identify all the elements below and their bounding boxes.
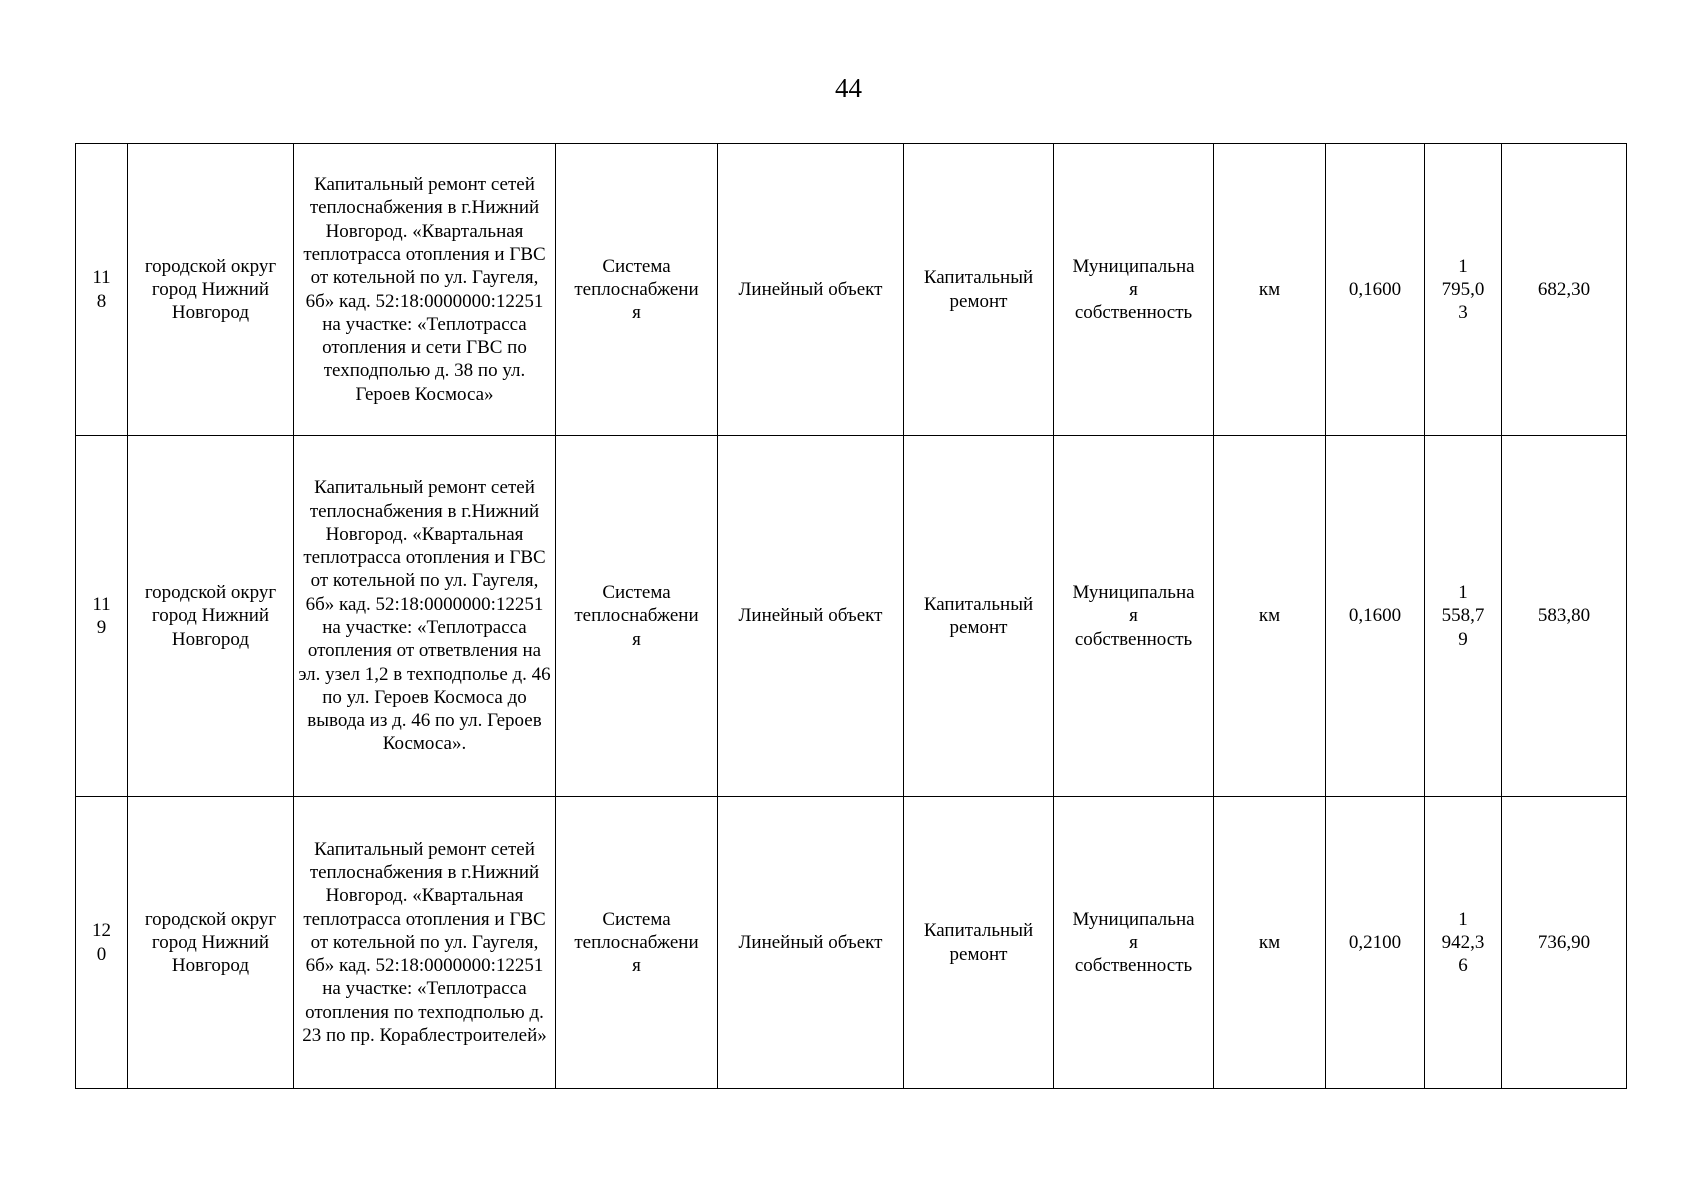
value1-cell: 1 558,7 9 (1425, 436, 1502, 797)
value2-cell: 583,80 (1502, 436, 1627, 797)
object-type-cell: Линейный объект (718, 797, 904, 1089)
unit-cell: км (1214, 144, 1326, 436)
description-cell: Капитальный ремонт сетей теплоснабжения в г.Нижний Новгород. «Квартальная теплотрасса отопления и ГВС от котельной по ул. Гаугеля, 6б» кад. 52:18:0000000:12251 на участке: «Теплотрасса отопления и сети ГВС по техподполью д. 38 по ул. Героев Космоса» (294, 144, 556, 436)
territory-cell: городской округ город Нижний Новгород (128, 144, 294, 436)
table-row (76, 144, 1627, 436)
table-row (76, 797, 1627, 1089)
territory-cell: городской округ город Нижний Новгород (128, 797, 294, 1089)
description-cell: Капитальный ремонт сетей теплоснабжения в г.Нижний Новгород. «Квартальная теплотрасса отопления и ГВС от котельной по ул. Гаугеля, 6б» кад. 52:18:0000000:12251 на участке: «Теплотрасса отопления от ответвления на эл. узел 1,2 в техподполье д. 46 по ул. Героев Космоса до вывода из д. 46 по ул. Героев Космоса». (294, 436, 556, 797)
value2-cell: 682,30 (1502, 144, 1627, 436)
system-cell: Система теплоснабжени я (556, 144, 718, 436)
ownership-cell: Муниципальна я собственность (1054, 144, 1214, 436)
infrastructure-table (75, 143, 1627, 1089)
unit-cell: км (1214, 436, 1326, 797)
work-type-cell: Капитальный ремонт (904, 436, 1054, 797)
system-cell: Система теплоснабжени я (556, 797, 718, 1089)
value1-cell: 1 795,0 3 (1425, 144, 1502, 436)
territory-cell: городской округ город Нижний Новгород (128, 436, 294, 797)
system-cell: Система теплоснабжени я (556, 436, 718, 797)
unit-cell: км (1214, 797, 1326, 1089)
ownership-cell: Муниципальна я собственность (1054, 436, 1214, 797)
object-type-cell: Линейный объект (718, 144, 904, 436)
description-cell: Капитальный ремонт сетей теплоснабжения в г.Нижний Новгород. «Квартальная теплотрасса отопления и ГВС от котельной по ул. Гаугеля, 6б» кад. 52:18:0000000:12251 на участке: «Теплотрасса отопления по техподполью д. 23 по пр. Кораблестроителей» (294, 797, 556, 1089)
length-cell: 0,1600 (1326, 144, 1425, 436)
ownership-cell: Муниципальна я собственность (1054, 797, 1214, 1089)
work-type-cell: Капитальный ремонт (904, 797, 1054, 1089)
table-row (76, 436, 1627, 797)
row-number: 12 0 (76, 797, 128, 1089)
value1-cell: 1 942,3 6 (1425, 797, 1502, 1089)
value2-cell: 736,90 (1502, 797, 1627, 1089)
row-number: 11 8 (76, 144, 128, 436)
length-cell: 0,2100 (1326, 797, 1425, 1089)
length-cell: 0,1600 (1326, 436, 1425, 797)
work-type-cell: Капитальный ремонт (904, 144, 1054, 436)
page-number: 44 (835, 73, 862, 103)
object-type-cell: Линейный объект (718, 436, 904, 797)
row-number: 11 9 (76, 436, 128, 797)
